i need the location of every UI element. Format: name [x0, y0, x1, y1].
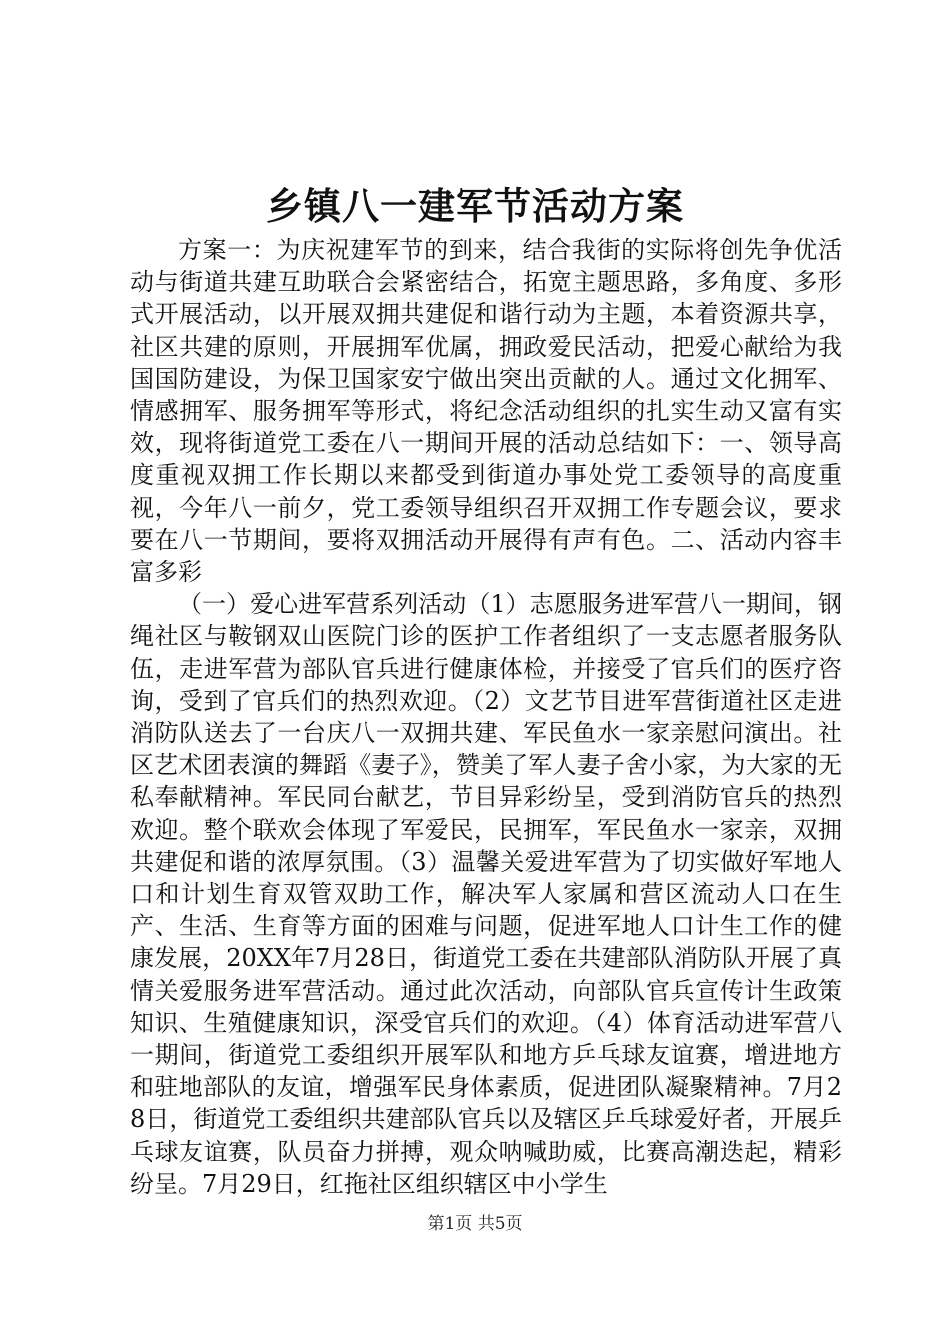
document-title: 乡镇八一建军节活动方案 — [266, 184, 684, 228]
paragraph-1: 方案一：为庆祝建军节的到来，结合我街的实际将创先争优活动与街道共建互助联合会紧密结合，拓宽主题思路，多角度、多形式开展活动，以开展双拥共建促和谐行动为主题，本着资源共享，社区共建的原则，开展拥军优属，拥政爱民活动，把爱心献给为我国国防建设，为保卫国家安宁做出突出贡献的人。通过文化拥军、情感拥军、服务拥军等形式，将纪念活动组织的扎实生动又富有实效，现将街道党工委在八一期间开展的活动总结如下：一、领导高度重视双拥工作长期以来都受到街道办事处党工委领导的高度重视，今年八一前夕，党工委领导组织召开双拥工作专题会议，要求要在八一节期间，要将双拥活动开展得有声有色。二、活动内容丰富多彩 — [130, 236, 842, 587]
paragraph-2: （一）爱心进军营系列活动（1）志愿服务进军营八一期间，钢绳社区与鞍钢双山医院门诊的医护工作者组织了一支志愿者服务队伍，走进军营为部队官兵进行健康体检，并接受了官兵们的医疗咨询，受到了官兵们的热烈欢迎。（2）文艺节目进军营街道社区走进消防队送去了一台庆八一双拥共建、军民鱼水一家亲慰问演出。社区艺术团表演的舞蹈《妻子》，赞美了军人妻子舍小家，为大家的无私奉献精神。军民同台献艺，节目异彩纷呈，受到消防官兵的热烈欢迎。整个联欢会体现了军爱民，民拥军，军民鱼水一家亲，双拥共建促和谐的浓厚氛围。（3）温馨关爱进军营为了切实做好军地人口和计划生育双管双助工作，解决军人家属和营区流动人口在生产、生活、生育等方面的困难与问题，促进军地人口计生工作的健康发展，20XX年7月28日，街道党工委在共建部队消防队开展了真情关爱服务进军营活动。通过此次活动，向部队官兵宣传计生政策知识、生殖健康知识，深受官兵们的欢迎。（4）体育活动进军营八一期间，街道党工委组织开展军队和地方乒乓球友谊赛，增进地方和驻地部队的友谊，增强军民身体素质，促进团队凝聚精神。7月28日，街道党工委组织共建部队官兵以及辖区乒乓球爱好者，开展乒乓球友谊赛，队员奋力拼搏，观众呐喊助威，比赛高潮迭起，精彩纷呈。7月29日，红拖社区组织辖区中小学生 — [130, 590, 842, 1198]
page-footer: 第1页 共5页 — [427, 1214, 523, 1234]
document-body — [130, 234, 842, 1200]
